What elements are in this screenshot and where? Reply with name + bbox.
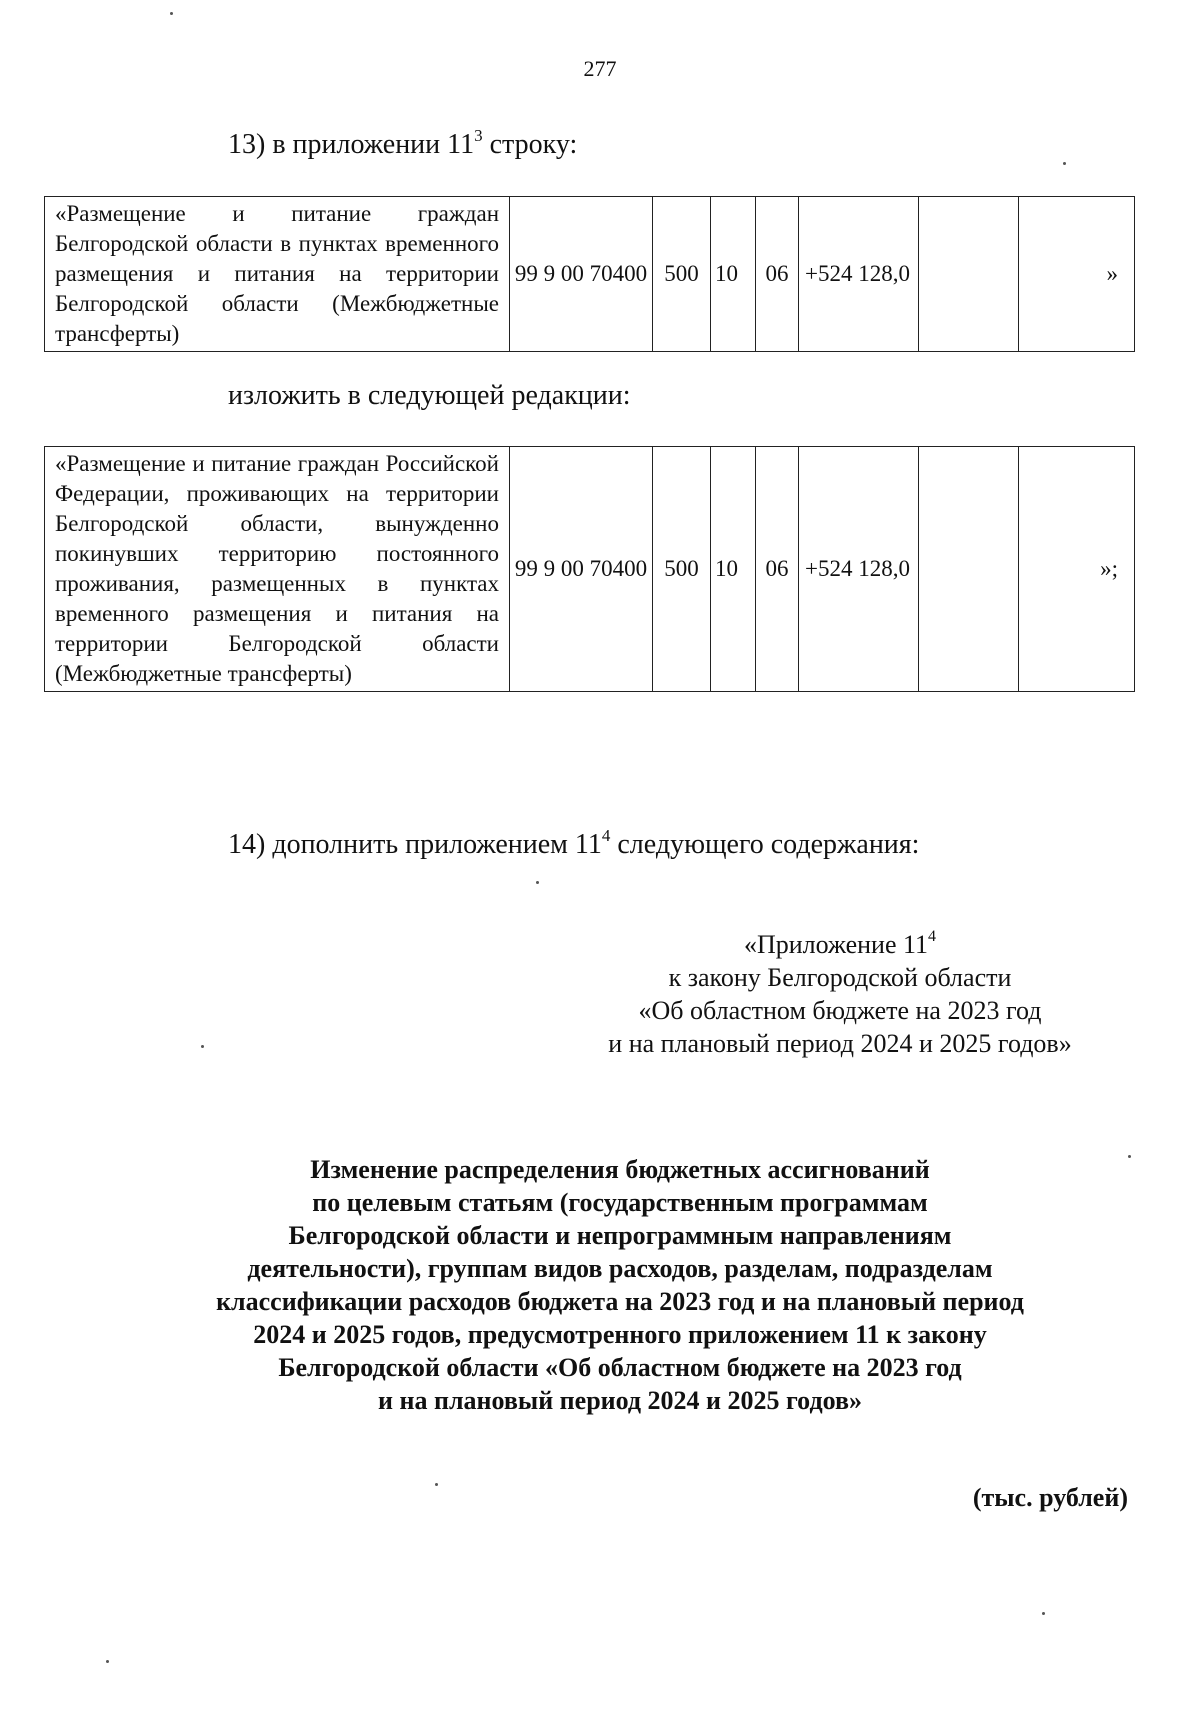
old-row-target-code-cell: 99 9 00 70400 bbox=[510, 197, 653, 352]
appendix-line-3: «Об областном бюджете на 2023 год bbox=[638, 996, 1042, 1025]
old-row-table bbox=[44, 196, 1135, 352]
item-14-text: 14) дополнить приложением 11 bbox=[228, 829, 602, 860]
scan-speck bbox=[536, 881, 539, 884]
document-title bbox=[150, 1153, 1090, 1417]
new-row-subsection-cell: 06 bbox=[756, 447, 799, 692]
appendix-line-1 bbox=[560, 920, 1120, 961]
item-14-superscript: 4 bbox=[601, 826, 611, 845]
new-row-table bbox=[44, 446, 1135, 692]
replace-instruction: изложить в следующей редакции: bbox=[228, 380, 631, 411]
title-line: 2024 и 2025 годов, предусмотренного приложением 11 к закону bbox=[253, 1320, 987, 1349]
item-14-paragraph bbox=[228, 826, 919, 861]
old-row-section-cell: 10 bbox=[711, 197, 756, 352]
appendix-line-2: к закону Белгородской области bbox=[668, 963, 1012, 992]
appendix-superscript: 4 bbox=[928, 928, 937, 945]
new-row-name-cell: «Размещение и питание граждан Российской Федерации, проживающих на территории Белгородской области, вынужденно покинувших территорию постоянного проживания, размещенных в пунктах временного размещения и питания на территории Белгородской области (Межбюджетные трансферты) bbox=[45, 447, 510, 692]
item-14-text-end: следующего содержания: bbox=[610, 829, 920, 860]
table-row bbox=[45, 447, 1135, 692]
table-row bbox=[45, 197, 1135, 352]
item-13-text: 13) в приложении 11 bbox=[228, 129, 475, 160]
title-line: классификации расходов бюджета на 2023 год и на плановый период bbox=[216, 1287, 1024, 1316]
scan-speck bbox=[1063, 162, 1066, 165]
scan-speck bbox=[106, 1660, 109, 1663]
scan-speck bbox=[170, 12, 173, 15]
title-line: Белгородской области и непрограммным направлениям bbox=[288, 1221, 952, 1250]
new-row-target-code-cell: 99 9 00 70400 bbox=[510, 447, 653, 692]
item-13-text-end: строку: bbox=[482, 129, 578, 160]
title-line: по целевым статьям (государственным программам bbox=[312, 1188, 928, 1217]
old-row-expense-group-cell: 500 bbox=[653, 197, 711, 352]
units-label: (тыс. рублей) bbox=[972, 1483, 1128, 1512]
item-13-superscript: 3 bbox=[474, 126, 483, 145]
title-line: и на плановый период 2024 и 2025 годов» bbox=[378, 1386, 862, 1415]
appendix-label: «Приложение 11 bbox=[743, 930, 929, 959]
appendix-header bbox=[560, 920, 1120, 1060]
scan-speck bbox=[1128, 1155, 1131, 1158]
new-row-expense-group-cell: 500 bbox=[653, 447, 711, 692]
scan-speck bbox=[435, 1483, 438, 1486]
title-line: Изменение распределения бюджетных ассигнований bbox=[310, 1155, 930, 1184]
new-row-closing-mark-cell: »; bbox=[1019, 447, 1135, 692]
item-13-paragraph bbox=[228, 126, 577, 161]
title-line: Белгородской области «Об областном бюджете на 2023 год bbox=[278, 1353, 962, 1382]
scan-speck bbox=[1042, 1612, 1045, 1615]
page-number: 277 bbox=[583, 56, 617, 81]
old-row-amount-cell: +524 128,0 bbox=[799, 197, 919, 352]
new-row-section-cell: 10 bbox=[711, 447, 756, 692]
scan-speck bbox=[201, 1045, 204, 1048]
old-row-subsection-cell: 06 bbox=[756, 197, 799, 352]
old-row-closing-mark-cell: » bbox=[1019, 197, 1135, 352]
old-row-empty-cell bbox=[919, 197, 1019, 352]
appendix-line-4: и на плановый период 2024 и 2025 годов» bbox=[608, 1029, 1072, 1058]
old-row-name-cell: «Размещение и питание граждан Белгородской области в пунктах временного размещения и питания на территории Белгородской области (Межбюджетные трансферты) bbox=[45, 197, 510, 352]
new-row-amount-cell: +524 128,0 bbox=[799, 447, 919, 692]
title-line: деятельности), группам видов расходов, разделам, подразделам bbox=[247, 1254, 993, 1283]
new-row-empty-cell bbox=[919, 447, 1019, 692]
